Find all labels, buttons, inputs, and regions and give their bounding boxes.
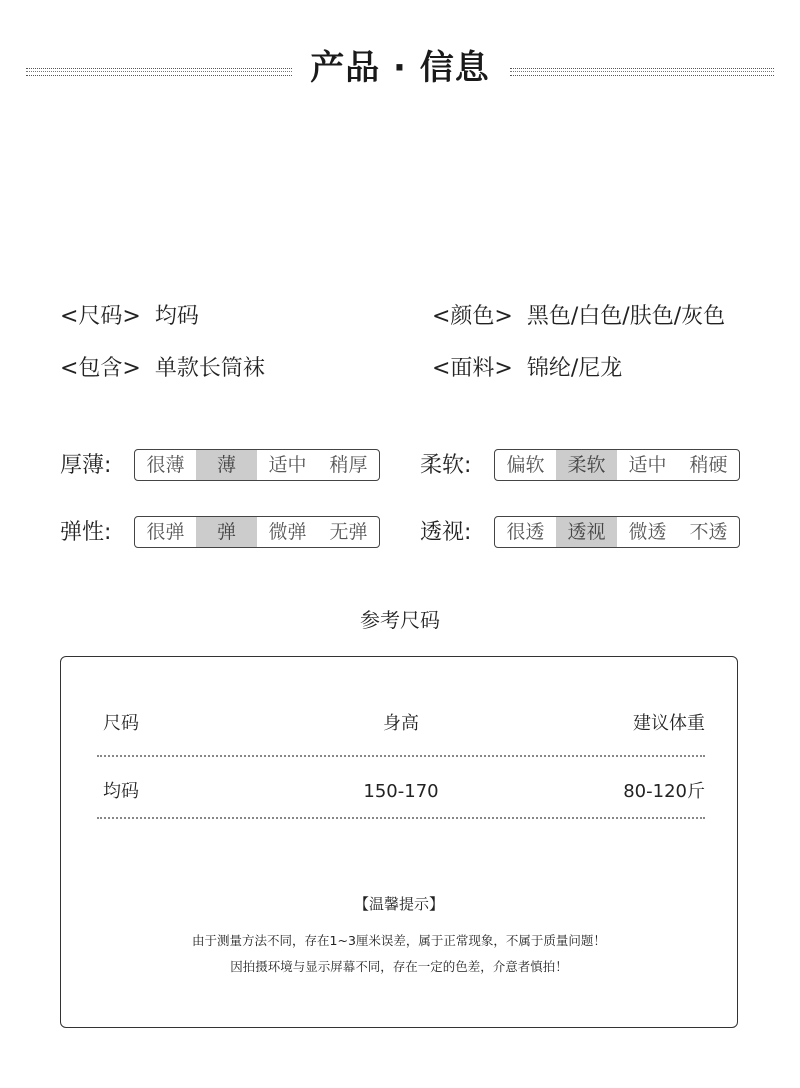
- thickness-option: 稍厚: [329, 454, 368, 476]
- softness-option: 偏软: [506, 454, 545, 476]
- tip-line: 由于测量方法不同，存在1~3厘米误差，属于正常现象，不属于质量问题！: [192, 933, 606, 948]
- transparency-label: 透视:: [420, 520, 472, 545]
- divider: [97, 817, 705, 819]
- cell-weight: 80-120斤: [623, 781, 705, 802]
- softness-label: 柔软:: [420, 453, 472, 478]
- info-color-value: 黑色/白色/肤色/灰色: [526, 304, 726, 329]
- info-includes: [60, 354, 265, 384]
- transparency-option: 不透: [689, 521, 728, 543]
- size-chart-title: 参考尺码: [360, 608, 440, 632]
- elasticity-option: 微弹: [268, 521, 307, 543]
- header-divider-left: [26, 68, 292, 76]
- info-material: [432, 354, 622, 384]
- transparency-scale: [494, 516, 740, 548]
- softness-option: 柔软: [556, 450, 617, 480]
- thickness-option: 适中: [268, 454, 307, 476]
- elasticity-option: 很弹: [146, 521, 185, 543]
- info-size-value: 均码: [154, 304, 199, 329]
- softness-option: 适中: [628, 454, 667, 476]
- elasticity-label: 弹性:: [60, 520, 112, 545]
- cell-size: 均码: [103, 781, 139, 802]
- page-title: 产品 · 信息: [310, 48, 490, 88]
- cell-height: 150-170: [363, 781, 439, 802]
- elasticity-option: 弹: [196, 517, 257, 547]
- size-chart-card: [60, 656, 738, 1028]
- info-color: [432, 302, 725, 332]
- tip-line: 因拍摄环境与显示屏幕不同，存在一定的色差，介意者慎拍！: [230, 959, 568, 974]
- elasticity-scale: [134, 516, 380, 548]
- info-color-label: <颜色>: [432, 304, 513, 329]
- header-weight: 建议体重: [633, 713, 705, 734]
- info-size-label: <尺码>: [60, 304, 141, 329]
- info-material-value: 锦纶/尼龙: [526, 356, 623, 381]
- thickness-label: 厚薄:: [60, 453, 112, 478]
- transparency-option: 很透: [506, 521, 545, 543]
- info-includes-value: 单款长筒袜: [154, 356, 265, 381]
- info-material-label: <面料>: [432, 356, 513, 381]
- table-row: [97, 777, 705, 807]
- header-size: 尺码: [103, 713, 139, 734]
- thickness-option: 薄: [196, 450, 257, 480]
- tip-title: 【温馨提示】: [353, 895, 444, 913]
- thickness-option: 很薄: [146, 454, 185, 476]
- info-includes-label: <包含>: [60, 356, 141, 381]
- transparency-option: 微透: [628, 521, 667, 543]
- table-header-row: [97, 709, 705, 739]
- thickness-scale: [134, 449, 380, 481]
- divider: [97, 755, 705, 757]
- header-divider-right: [510, 68, 774, 76]
- elasticity-option: 无弹: [329, 521, 368, 543]
- info-size: [60, 302, 199, 332]
- header-height: 身高: [383, 713, 419, 734]
- transparency-option: 透视: [556, 517, 617, 547]
- softness-option: 稍硬: [689, 454, 728, 476]
- softness-scale: [494, 449, 740, 481]
